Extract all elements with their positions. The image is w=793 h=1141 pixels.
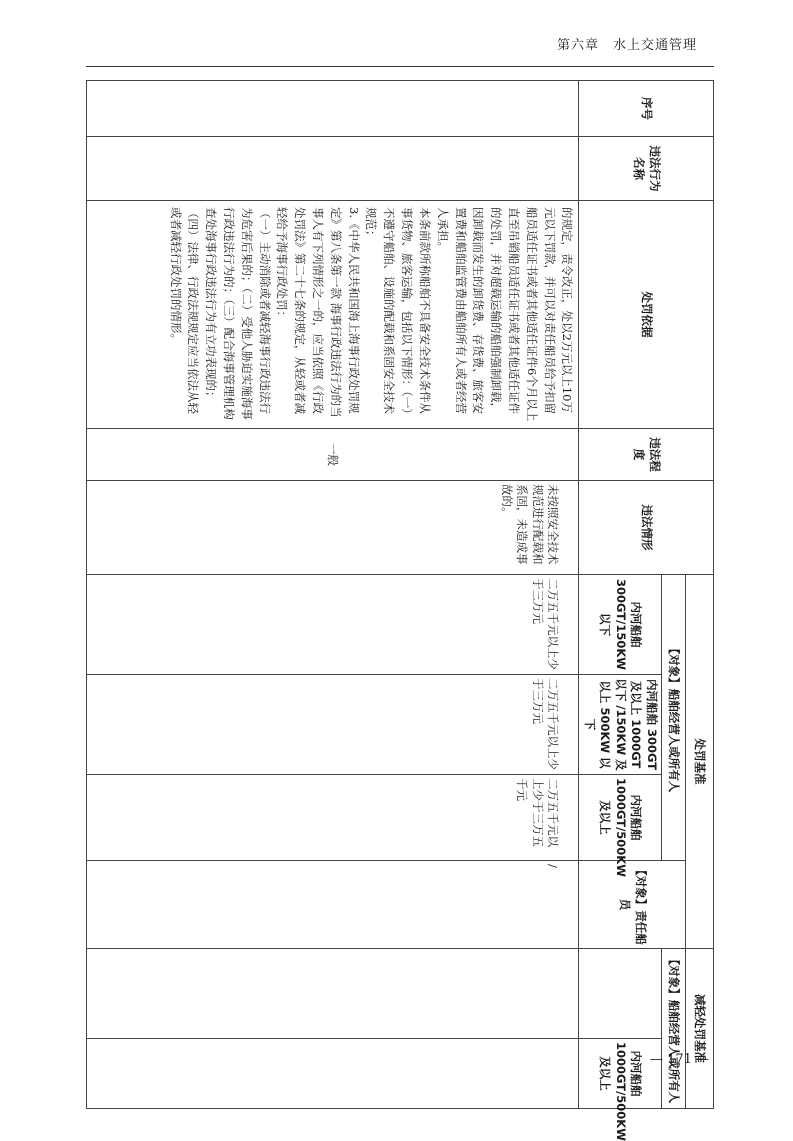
cell-basis: 的规定，责令改正，处以2万元以上10万元以下罚款，并可以对责任船员给予扣留船员适任证书或者其他适任证件6个月以上直至吊销船员适任证书或者其他适任证件的处罚，并对超载运输的船舶强制卸载，因卸载而发生的卸货费、存货费、旅客安置费和船舶监管费由船舶所有人或者经营人承担。 本条前款所称船舶不具备安全技术条件从事货物、旅客运输，包括以下情形：（一）不遵守船舶、设施的配载和系固安全技术规范； 3.《中华人民共和国海上海事行政处罚规定》第八条第一款 海事行政违法行为的当事人有下列情形之一的，应当依照《行政处罚法》第二十七条的规定，从轻或者减轻给予海事行政处罚： （一）主动消除或者减轻海事行政违法行为危害后果的；（二）受他人胁迫实施海事行政违法行为的；（三）配合海事管理机构查处海事行政违法行为有立功表现的；（四）法律、行政法规规定应当依法从轻或者减轻行政处罚的情形。	[87, 201, 579, 429]
header-rule	[86, 66, 714, 67]
header-seq: 序号	[579, 81, 714, 137]
cell-circumstance: 未按照安全技术规范进行配载和系固，未造成事故的。	[87, 481, 579, 575]
cell-mit-owner	[87, 949, 579, 1039]
cell-fine-small: 二万五千元以上少于三万元	[87, 575, 579, 675]
header-basis: 处罚依据	[579, 201, 714, 429]
cell-fine-large: 二万五千元以上少于三万五千元	[87, 775, 579, 861]
header-circumstance: 违法情形	[579, 481, 714, 575]
header-target-crew: 【对象】责任船员	[579, 861, 686, 949]
header-col-small: 内河船舶300GT/150KW以下	[579, 575, 662, 675]
cell-seq	[87, 81, 579, 137]
penalty-table-rotated	[86, 80, 714, 1141]
header-mitigated: 减轻处罚基准	[686, 949, 714, 1109]
page-number: — 171 —	[649, 1052, 709, 1067]
penalty-standard-table	[86, 80, 714, 1141]
header-mit-col-owner-blank	[579, 949, 662, 1039]
table-row	[87, 81, 579, 1109]
cell-mit-large	[87, 1039, 579, 1109]
header-mit-target-owner: 【对象】船舶经营人或所有人	[662, 949, 686, 1109]
header-target-owner: 【对象】船舶经营人或所有人	[662, 575, 686, 861]
header-degree: 违法程度	[579, 429, 714, 481]
cell-crew: /	[87, 861, 579, 949]
page-header-title: 第六章 水上交通管理	[556, 38, 697, 53]
header-col-large: 内河船舶1000GT/500KW及以上	[579, 775, 662, 861]
header-col-mid: 内河船舶 300GT及以上 1000GT以下 /150KW 及以上 500KW 以下	[579, 675, 662, 775]
cell-degree: 一般	[87, 429, 579, 481]
header-standard: 处罚基准	[686, 575, 714, 949]
cell-violation-name	[87, 137, 579, 201]
header-violation-name: 违法行为名称	[579, 137, 714, 201]
header-mit-col-large: 内河船舶1000GT/500KW及以上	[579, 1039, 662, 1109]
cell-fine-mid: 二万五千元以上少于三万元	[87, 675, 579, 775]
